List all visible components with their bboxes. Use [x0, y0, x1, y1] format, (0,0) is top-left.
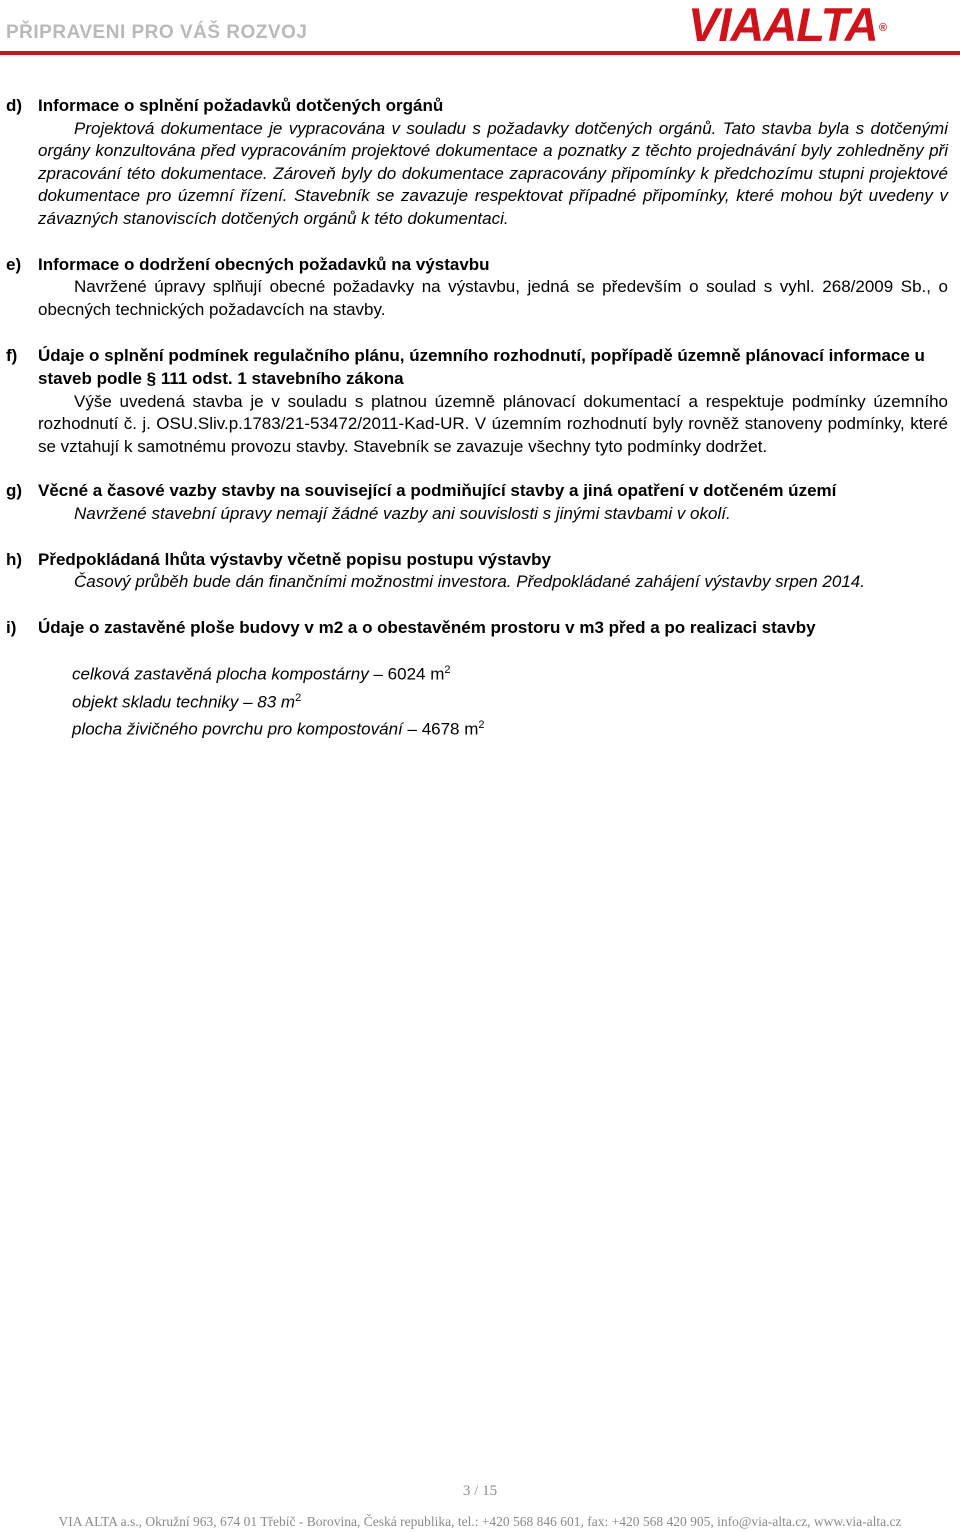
section-heading: Údaje o splnění podmínek regulačního plánu, územního rozhodnutí, popřípadě územně plánovací informace u staveb podle § 111 odst. 1 stavebního zákona [38, 346, 925, 388]
company-logo [688, 0, 886, 50]
section-letter: e) [6, 254, 22, 274]
area-label: objekt skladu techniky [72, 692, 239, 712]
area-item [72, 714, 960, 741]
section-g [0, 480, 960, 525]
area-dash: – [373, 664, 383, 684]
section-heading: Předpokládaná lhůta výstavby včetně popisu postupu výstavby [38, 549, 551, 569]
page-footer: VIA ALTA a.s., Okružní 963, 674 01 Třebíč - Borovina, Česká republika, tel.: +420 568 846 601, fax: +420 568 420 905, info@via-alta.cz, www.via-alta.cz [58, 1514, 902, 1529]
logo-text: VIAALTA [688, 0, 878, 51]
area-unit-exponent: 2 [295, 691, 302, 704]
area-label: celková zastavěná plocha kompostárny [72, 664, 369, 684]
section-heading: Údaje o zastavěné ploše budovy v m2 a o obestavěném prostoru v m3 před a po realizaci stavby [38, 617, 816, 637]
section-e [0, 254, 960, 322]
area-unit-exponent: 2 [444, 664, 451, 677]
header-tagline: PŘIPRAVENI PRO VÁŠ ROZVOJ [6, 22, 308, 43]
section-body: Výše uvedená stavba je v souladu s platnou územně plánovací dokumentací a respektuje podmínky územního rozhodnutí č. j. OSU.Sliv.p.1783/21-53472/2011-Kad-UR. V územním rozhodnutí byly rovněž stanoveny podmínky, které se vztahují k samotnému provozu stavby. Stavebník se zavazuje všechny tyto podmínky dodržet. [38, 391, 948, 456]
section-body: Navržené úpravy splňují obecné požadavky na výstavbu, jedná se především o soulad s vyhl. 268/2009 Sb., o obecných technických požadavcích na stavby. [38, 277, 948, 319]
document-body [0, 90, 960, 741]
area-value: 83 m [257, 692, 296, 712]
section-heading: Informace o splnění požadavků dotčených orgánů [38, 96, 444, 115]
section-h [0, 549, 960, 594]
section-i [0, 617, 960, 640]
area-unit-exponent: 2 [478, 718, 485, 731]
section-letter: h) [6, 549, 23, 569]
area-dash: – [407, 719, 417, 739]
section-letter: i) [6, 617, 17, 637]
page-header [0, 0, 960, 56]
area-item [72, 659, 960, 686]
area-label: plocha živičného povrchu pro kompostování [72, 719, 403, 739]
area-item [72, 687, 960, 714]
section-body: Navržené stavební úpravy nemají žádné vazby ani souvislosti s jinými stavbami v okolí. [74, 503, 731, 523]
area-value: 4678 m [421, 719, 479, 739]
area-list [0, 659, 960, 741]
section-body: Projektová dokumentace je vypracována v souladu s požadavky dotčených orgánů. Tato stavba byla s dotčenými orgány konzultována před vypracováním projektové dokumentace a poznatky z těchto projednávání byly zohledněny při zpracování této dokumentace. Zároveň byly do dokumentace zapracovány připomínky k předchozímu stupni projektové dokumentace pro územní řízení. Stavebník se zavazuje respektovat případné připomínky, které mohou být uvedeny v závazných stanoviscích dotčených orgánů k této dokumentaci. [38, 118, 948, 228]
section-letter: g) [6, 481, 23, 501]
area-value: 6024 m [387, 664, 445, 684]
section-heading: Věcné a časové vazby stavby na související a podmiňující stavby a jiná opatření v dotčeném území [38, 481, 837, 501]
area-dash: – [243, 692, 253, 712]
section-body: Časový průběh bude dán finančními možnostmi investora. Předpokládané zahájení výstavby srpen 2014. [74, 572, 865, 592]
section-letter: d) [6, 96, 23, 115]
registered-mark: ® [878, 22, 886, 34]
section-d [0, 95, 960, 231]
page-number: 3 / 15 [462, 1483, 498, 1499]
section-heading: Informace o dodržení obecných požadavků na výstavbu [38, 254, 490, 274]
section-f [0, 345, 960, 458]
section-letter: f) [6, 346, 18, 366]
header-rule [0, 51, 960, 55]
